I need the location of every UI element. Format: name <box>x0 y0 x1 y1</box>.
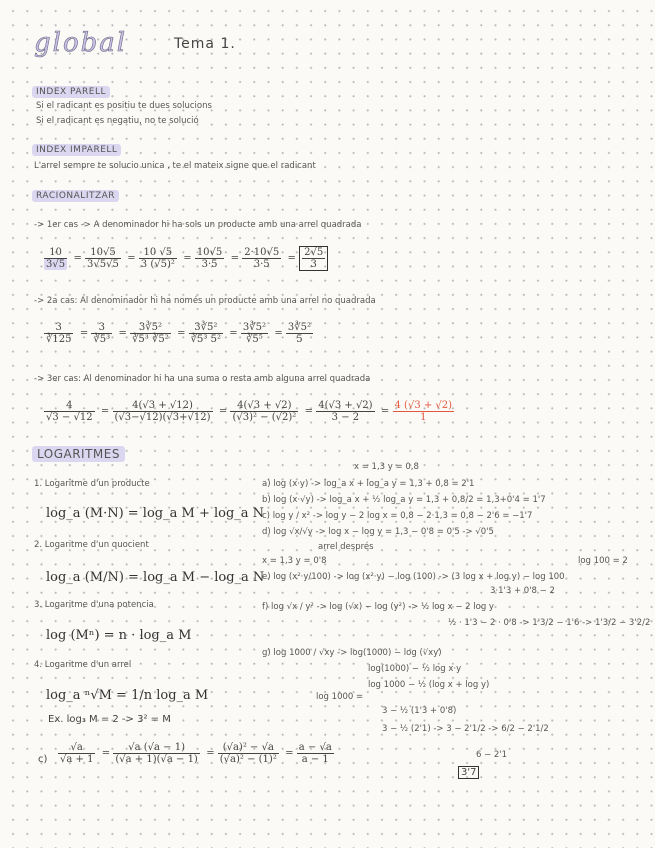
property1-formula: log_a (M·N) = log_a M + log_a N <box>46 506 265 521</box>
property4-example: Ex. log₃ M = 2 -> 3² = M <box>48 714 171 725</box>
case1-text: -> 1er cas -> A denominador hi ha sols un producte amb una arrel quadrada <box>34 220 362 230</box>
index-parell-line1: Si el radicant es positiu te dues solucions <box>36 101 212 111</box>
property1-title: 1. Logaritme d'un producte <box>34 479 150 489</box>
case1-math: $\frac{10}{3√5}$ = $\frac{10√5}{3√5√5}$ = $\frac{10 √5}{\text{3 (√5)²}}$ = $\frac{10√5}{3\cdot 5}$ = $\frac{2\cdot 10√5}{3\cdot 5}$ = $\frac{2√5}{3}$ <box>44 246 328 271</box>
exercise-c-math: $\frac{√a}{√a + 1}$ = $\frac{√a (√a - 1)}{(√a + 1)(√a - 1)}$ = $\frac{\text{(√a)² − √a}}{\text{(√a)² − (1)²}}$ = $\frac{a - √a}{a - 1}$ <box>60 742 332 765</box>
property2-formula: log_a (M/N) = log_a M − log_a N <box>46 570 265 585</box>
exercise-d: d) log √x/√y -> log x − log y = 1,3 − 0'8 = 0'5 -> √0'5 <box>262 527 494 537</box>
exercise-g-5: 3 − ½ (2'1) -> 3 − 2'1/2 -> 6/2 − 2'1/2 <box>382 724 549 734</box>
heading-index-imparell: INDEX IMPARELL <box>32 144 121 156</box>
exercise-e-2: 3·1'3 + 0'8 − 2 <box>490 586 555 596</box>
heading-racionalitzar: RACIONALITZAR <box>32 190 119 202</box>
topic-label: Tema 1. <box>174 36 236 52</box>
property3-title: 3. Logaritme d'una potencia <box>34 600 154 610</box>
heading-index-parell: INDEX PARELL <box>32 86 110 98</box>
exercise-g-2: log(1000) − ½ log x·y <box>368 664 462 674</box>
exercise-f: f) log √x / y² -> log (√x) − log (y²) -> ½ log x − 2 log y <box>262 602 494 612</box>
case2-text: -> 2a cas: Al denominador hi ha només un producte amb una arrel no quadrada <box>34 296 376 306</box>
exercise-g-side: log 1000 = <box>316 692 364 702</box>
exercise-g-result: 3'7 <box>458 766 479 779</box>
property3-formula: log (Mⁿ) = n · log_a M <box>46 628 192 643</box>
property4-formula: log_a ⁿ√M = 1/n log_a M <box>46 688 209 703</box>
exercise-c-log: c) log y / x² -> log y − 2 log x = 0,8 − 2·1,3 = 0,8 − 2'6 = −1'7 <box>262 511 533 521</box>
index-imparell-line1: L'arrel sempre te solucio unica , te el mateix signe que el radicant <box>34 161 316 171</box>
exercise-e: e) log (x²·y/100) -> log (x²·y) − log (100) -> (3 log x + log y) − log 100 <box>262 572 565 582</box>
exercise-g-3: log 1000 − ½ (log x + log y) <box>368 680 490 690</box>
index-parell-line2: Si el radicant es negatiu, no te solució <box>36 116 199 126</box>
given-values: x = 1,3 y = 0,8 <box>354 462 419 472</box>
property2-title: 2. Logaritme d'un quocient <box>34 540 149 550</box>
exercise-a: a) log (x·y) -> log_a x + log_a y = 1,3 + 0,8 = 2'1 <box>262 479 475 489</box>
case3-math: $\frac{4}{√3 - √12}$ = $\frac{4(√3 + √12)}{(√3-√12)(√3+√12)}$ = $\frac{4(√3 + √2)}{\text{(√3)² − (√2)²}}$ = $\frac{4(√3 + √2)}{3 - 2}$ = $\frac{4 (√3 + √2)}{1}$ <box>46 400 453 423</box>
heading-logaritmes: LOGARITMES <box>32 446 125 462</box>
exercise-g: g) log 1000 / √xy -> log(1000) − log (√xy) <box>262 648 442 658</box>
case3-text: -> 3er cas: Al denominador hi ha una suma o resta amb alguna arrel quadrada <box>34 374 371 384</box>
page-title: global <box>34 28 128 58</box>
exercise-e-side: log 100 = 2 <box>578 556 628 566</box>
exercise-c-label: c) <box>38 754 48 765</box>
exercise-d-note: arrel després <box>318 542 374 552</box>
case2-math: $\frac{3}{∛125}$ = $\frac{3}{\text{∛5³}}$ = $\frac{\text{3∛5²}}{\text{∛5³ ∛5²}}$ = $\frac{\text{3∛5²}}{\text{∛5³ 5²}}$ = $\frac{\text{3∛5²}}{\text{∛5⁵}}$ = $\frac{\text{3∛5²}}{5}$ <box>46 322 312 345</box>
property4-title: 4. Logaritme d'un arrel <box>34 660 132 670</box>
exercise-g-6: 6 − 2'1 <box>476 750 508 760</box>
exercise-f-2: ½ · 1'3 − 2 · 0'8 -> 1'3/2 − 1'6 -> 1'3/2 − 3'2/2 <box>448 618 651 628</box>
exercise-b: b) log (x·√y) -> log_a x + ½ log_a y = 1,3 + 0,8/2 = 1,3+0'4 = 1'7 <box>262 495 546 505</box>
exercise-g-4: 3 − ½ (1'3 + 0'8) <box>382 706 457 716</box>
given-values-2: x = 1,3 y = 0'8 <box>262 556 327 566</box>
